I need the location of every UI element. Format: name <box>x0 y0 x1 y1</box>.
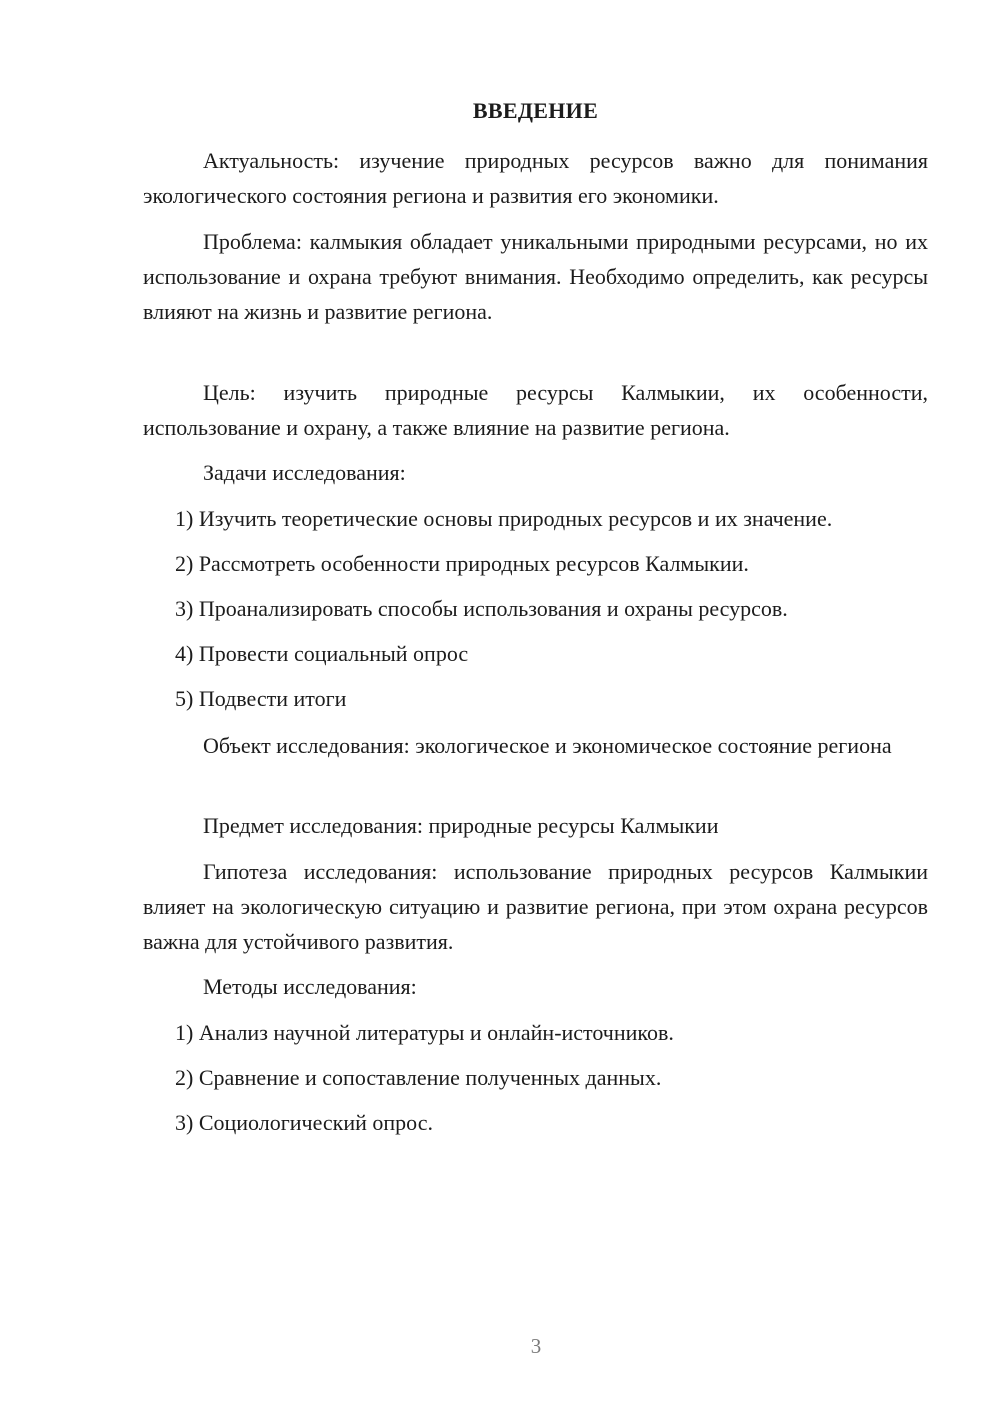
method-item: 2) Сравнение и сопоставление полученных данных. <box>175 1065 662 1090</box>
tasks-heading: Задачи исследования: <box>203 460 406 485</box>
hypothesis-paragraph: Гипотеза исследования: использование природных ресурсов Калмыкии влияет на экологическую ситуацию и развитие региона, при этом охрана ресурсов важна для устойчивого развития. <box>143 859 928 954</box>
task-item: 2) Рассмотреть особенности природных ресурсов Калмыкии. <box>175 551 749 576</box>
problem-paragraph: Проблема: калмыкия обладает уникальными природными ресурсами, но их использование и охрана требуют внимания. Необходимо определить, как ресурсы влияют на жизнь и развитие региона. <box>143 229 928 324</box>
task-item: 1) Изучить теоретические основы природных ресурсов и их значение. <box>175 506 833 531</box>
section-title: ВВЕДЕНИЕ <box>472 98 599 123</box>
goal-paragraph: Цель: изучить природные ресурсы Калмыкии, их особенности, использование и охрану, а также влияние на развитие региона. <box>143 380 928 440</box>
actuality-paragraph: Актуальность: изучение природных ресурсов важно для понимания экологического состояния региона и развития его экономики. <box>143 148 928 208</box>
task-item: 3) Проанализировать способы использования и охраны ресурсов. <box>175 596 788 621</box>
object-paragraph: Объект исследования: экологическое и экономическое состояние региона <box>203 733 892 758</box>
task-item: 4) Провести социальный опрос <box>175 641 469 666</box>
method-item: 1) Анализ научной литературы и онлайн-источников. <box>175 1020 674 1045</box>
methods-heading: Методы исследования: <box>203 974 417 999</box>
method-item: 3) Социологический опрос. <box>175 1110 433 1135</box>
page-number: 3 <box>530 1334 542 1358</box>
task-item: 5) Подвести итоги <box>175 686 347 711</box>
subject-paragraph: Предмет исследования: природные ресурсы Калмыкии <box>203 813 719 838</box>
